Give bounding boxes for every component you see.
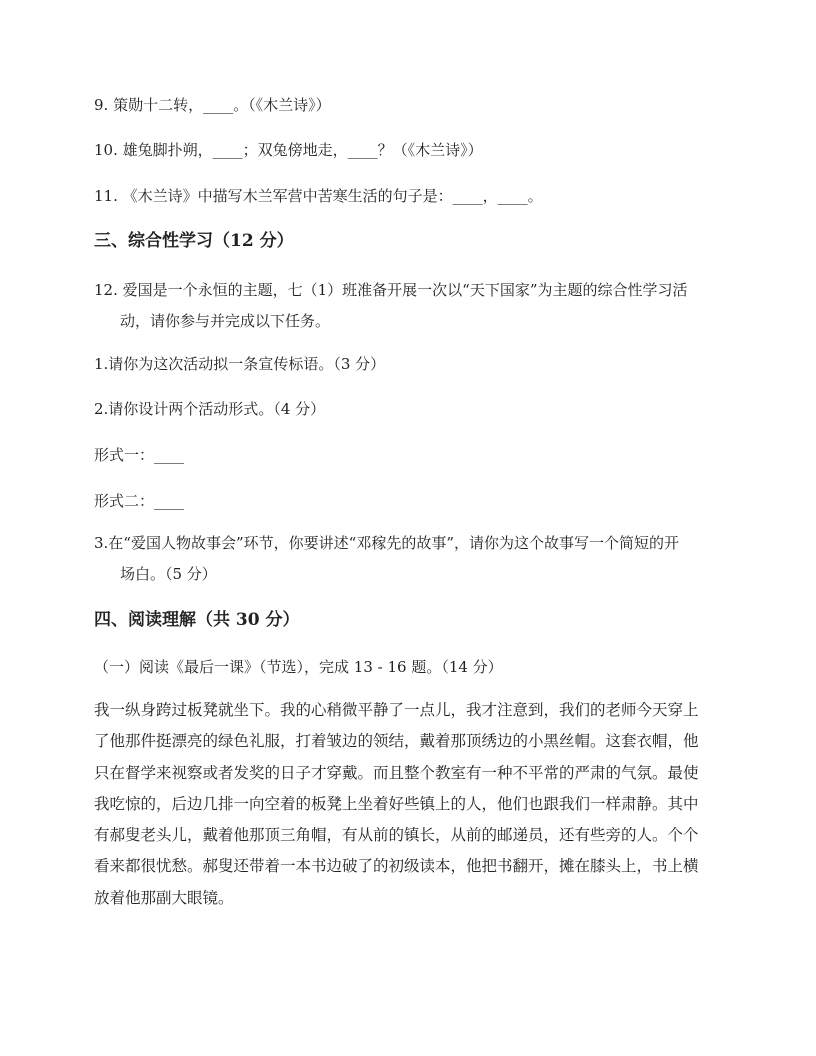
task-3-line-2: 场白。（5 分） [120,565,217,583]
passage-line: 了他那件挺漂亮的绿色礼服，打着皱边的领结，戴着那顶绣边的小黑丝帽。这套衣帽，他 [94,732,699,751]
passage-line: 我吃惊的，后边几排一向空着的板凳上坐着好些镇上的人，他们也跟我们一样肃静。其中 [94,794,699,813]
question-10: 10. 雄兔脚扑朔，____；双兔傍地走，____？（《木兰诗》） [94,141,483,159]
passage-paragraph [94,695,722,914]
question-9: 9. 策勋十二转，____。（《木兰诗》） [94,96,331,114]
section-3-heading: 三、综合性学习（12 分） [94,231,294,251]
form-1: 形式一：____ [94,446,185,464]
question-11: 11. 《木兰诗》中描写木兰军营中苦寒生活的句子是：____，____。 [94,187,543,205]
section-4-heading: 四、阅读理解（共 30 分） [94,610,300,630]
reading-subsection-1: （一）阅读《最后一课》（节选），完成 13 - 16 题。（14 分） [94,658,503,676]
task-3-line-1: 3.在“爱国人物故事会”环节，你要讲述“邓稼先的故事”，请你为这个故事写一个简短的开 [94,534,679,552]
question-12-line-2: 动，请你参与并完成以下任务。 [120,312,331,330]
form-2: 形式二：____ [94,492,185,510]
task-2: 2.请你设计两个活动形式。（4 分） [94,400,326,418]
passage-line: 我一纵身跨过板凳就坐下。我的心稍微平静了一点儿，我才注意到，我们的老师今天穿上 [94,701,699,719]
passage-line: 放着他那副大眼镜。 [94,888,234,907]
passage-line: 只在督学来视察或者发奖的日子才穿戴。而且整个教室有一种不平常的严肃的气氛。最使 [94,763,699,782]
passage-line: 有郝叟老头儿，戴着他那顶三角帽，有从前的镇长，从前的邮递员，还有些旁的人。个个 [94,826,699,845]
question-12-line-1: 12. 爱国是一个永恒的主题，七（1）班准备开展一次以“天下国家”为主题的综合性学习活 [94,281,688,299]
task-1: 1.请你为这次活动拟一条宣传标语。（3 分） [94,355,386,373]
passage-line: 看来都很忧愁。郝叟还带着一本书边破了的初级读本，他把书翻开，摊在膝头上，书上横 [94,857,699,876]
